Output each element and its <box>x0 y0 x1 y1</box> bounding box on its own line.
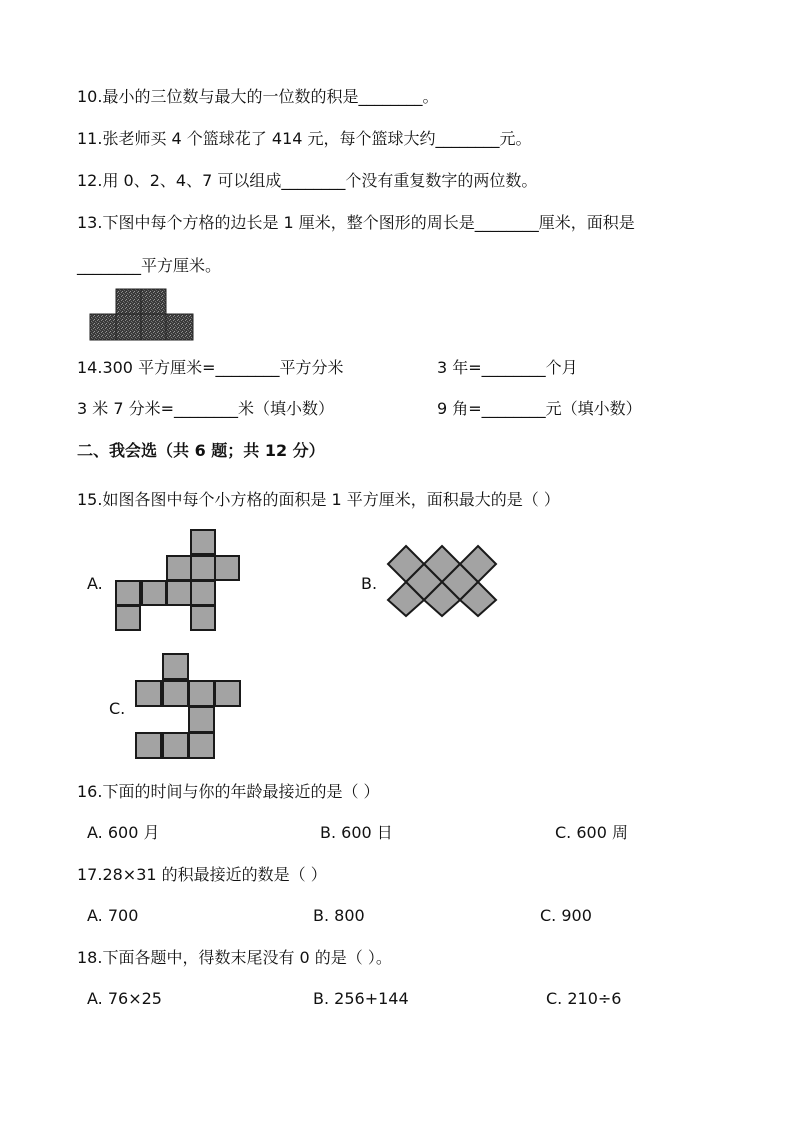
question-14-b: 3 年=________个月 <box>437 358 578 377</box>
question-18-stem: 18.下面各题中，得数末尾没有 0 的是（ ）。 <box>77 948 392 967</box>
q16-option-c: C. 600 周 <box>555 823 628 842</box>
question-13-line1: 13.下图中每个方格的边长是 1 厘米，整个图形的周长是________厘米，面积是 <box>77 213 635 232</box>
q15-figure-b <box>386 544 500 618</box>
q17-option-a: A. 700 <box>87 906 139 925</box>
q18-option-a: A. 76×25 <box>87 989 162 1008</box>
q15-label-c: C. <box>109 699 126 718</box>
question-13-line2: ________平方厘米。 <box>77 256 222 275</box>
q16-option-b: B. 600 日 <box>320 823 393 842</box>
q15-label-a: A. <box>87 574 103 593</box>
q17-option-c: C. 900 <box>540 906 592 925</box>
q16-option-a: A. 600 月 <box>87 823 160 842</box>
question-11: 11.张老师买 4 个篮球花了 414 元，每个篮球大约________元。 <box>77 129 532 148</box>
question-14-a: 14.300 平方厘米=________平方分米 <box>77 358 344 377</box>
q15-figure-a <box>114 528 244 634</box>
question-14-d: 9 角=________元（填小数） <box>437 399 642 418</box>
question-12: 12.用 0、2、4、7 可以组成________个没有重复数字的两位数。 <box>77 171 538 190</box>
q17-option-b: B. 800 <box>313 906 365 925</box>
q13-grid-figure <box>89 288 197 342</box>
question-14-c: 3 米 7 分米=________米（填小数） <box>77 399 335 418</box>
question-15-stem: 15.如图各图中每个小方格的面积是 1 平方厘米，面积最大的是（ ） <box>77 490 560 509</box>
q15-figure-c <box>133 652 245 762</box>
section-2-heading: 二、我会选（共 6 题；共 12 分） <box>77 441 325 460</box>
question-10: 10.最小的三位数与最大的一位数的积是________。 <box>77 87 439 106</box>
question-17-stem: 17.28×31 的积最接近的数是（ ） <box>77 865 327 884</box>
question-16-stem: 16.下面的时间与你的年龄最接近的是（ ） <box>77 782 380 801</box>
q18-option-b: B. 256+144 <box>313 989 409 1008</box>
q18-option-c: C. 210÷6 <box>546 989 622 1008</box>
q15-label-b: B. <box>361 574 378 593</box>
